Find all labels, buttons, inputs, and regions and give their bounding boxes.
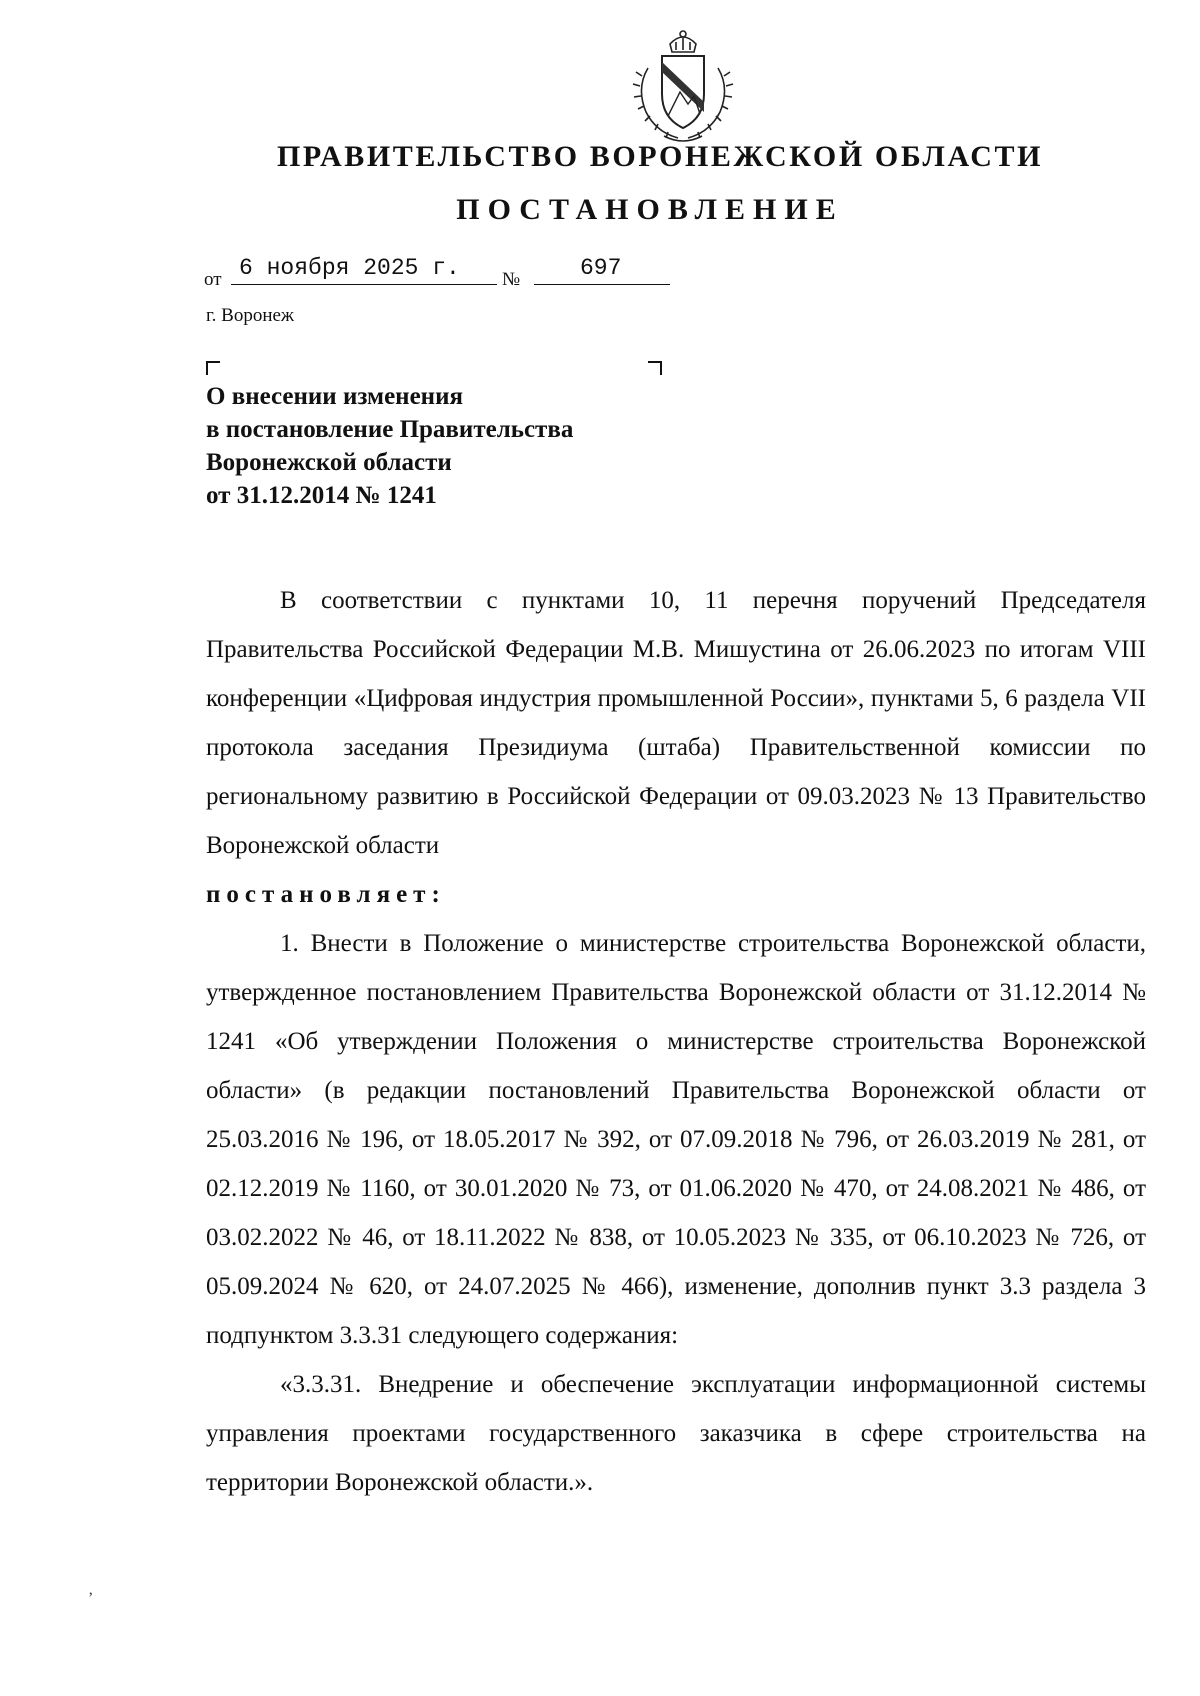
subject-line: Воронежской области [206, 449, 452, 476]
margin-mark: ʼ [88, 1590, 94, 1607]
document-body [206, 576, 1146, 1507]
organization-name: ПРАВИТЕЛЬСТВО ВОРОНЕЖСКОЙ ОБЛАСТИ [276, 140, 1044, 173]
preamble-paragraph: В соответствии с пунктами 10, 11 перечня поручений Председателя Правительства Российской Федерации М.В. Мишустина от 26.06.2023 по итогам VIII конференции «Цифровая индустрия промышленной России», пунктами 5, 6 раздела VII протокола заседания Президиума (штаба) Правительственной комиссии по региональному развитию в Российской Федерации от 09.03.2023 № 13 Правительство Воронежской области [206, 587, 1146, 859]
resolves-label: постановляет: [206, 881, 446, 908]
registration-line [204, 255, 684, 295]
quoted-subitem-paragraph: «3.3.31. Внедрение и обеспечение эксплуатации информационной системы управления проектами государственного заказчика в сфере строительства на территории Воронежской области.». [206, 1371, 1146, 1496]
coat-of-arms-icon [628, 28, 738, 146]
number-prefix: № [502, 269, 521, 290]
subject-line: в постановление Правительства [206, 416, 574, 443]
subject-line: О внесении изменения [206, 383, 464, 410]
subject-bracket-right [648, 361, 662, 375]
subject-line: от 31.12.2014 № 1241 [206, 482, 437, 509]
subject-bracket-left [206, 361, 220, 375]
item-paragraph: 1. Внести в Положение о министерстве строительства Воронежской области, утвержденное постановлением Правительства Воронежской области от 31.12.2014 № 1241 «Об утверждении Положения о министерстве строительства Воронежской области» (в редакции постановлений Правительства Воронежской области от 25.03.2016 № 196, от 18.05.2017 № 392, от 07.09.2018 № 796, от 26.03.2019 № 281, от 02.12.2019 № 1160, от 30.01.2020 № 73, от 01.06.2020 № 470, от 24.08.2021 № 486, от 03.02.2022 № 46, от 18.11.2022 № 838, от 10.05.2023 № 335, от 06.10.2023 № 726, от 05.09.2024 № 620, от 24.07.2025 № 466), изменение, дополнив пункт 3.3 раздела 3 подпунктом 3.3.31 следующего содержания: [206, 930, 1146, 1349]
date-prefix: от [204, 269, 222, 290]
document-number: 697 [534, 255, 670, 285]
document-type: ПОСТАНОВЛЕНИЕ [456, 193, 844, 226]
city: г. Воронеж [206, 305, 295, 326]
document-date: 6 ноября 2025 г. [231, 255, 497, 285]
document-subject [206, 380, 573, 512]
